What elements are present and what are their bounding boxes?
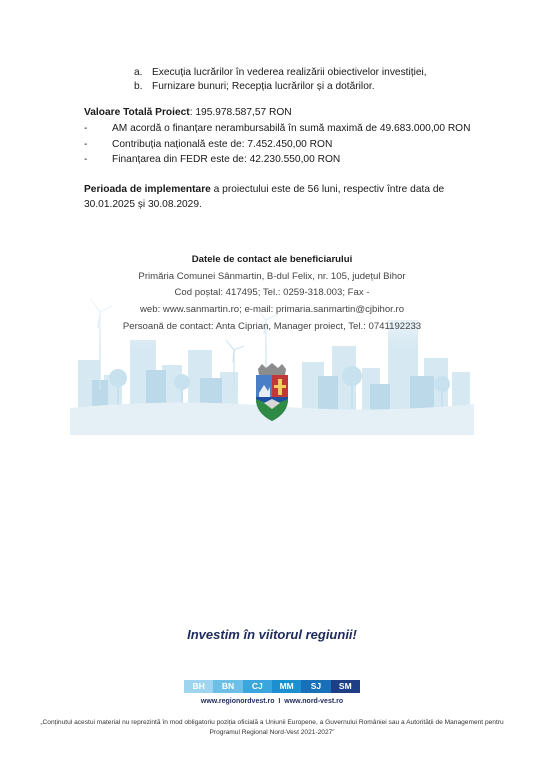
slogan: Investim în viitorul regiunii! <box>187 627 357 642</box>
contact-line: Cod poștal: 417495; Tel.: 0259-318.003; Fax - <box>174 287 370 299</box>
county-badge: CJ <box>243 680 272 693</box>
website-link-nord-vest[interactable]: www.nord-vest.ro <box>284 698 344 705</box>
sanmartin-coat-of-arms-icon <box>252 363 292 423</box>
website-link-regionordvest[interactable]: www.regionordvest.ro <box>200 698 275 705</box>
website-links <box>0 698 544 705</box>
contact-line: web: www.sanmartin.ro; e-mail: primaria.sanmartin@cjbihor.ro <box>139 304 405 316</box>
contact-title: Datele de contact ale beneficiarului <box>191 254 353 265</box>
total-value-amount: : 195.978.587,57 RON <box>189 107 292 118</box>
list-text: Finanțarea din FEDR este de: 42.230.550,00 RON <box>112 154 341 165</box>
county-badge: MM <box>272 680 301 693</box>
list-item <box>134 80 427 94</box>
link-separator: I <box>278 698 281 705</box>
contact-block <box>84 252 460 336</box>
list-text: AM acordă o finanțare nerambursabilă în sumă maximă de 49.683.000,00 RON <box>112 123 471 134</box>
contact-line: Primăria Comunei Sânmartin, B-dul Felix, nr. 105, județul Bihor <box>138 270 406 282</box>
total-value-label: Valoare Totală Proiect <box>84 107 190 118</box>
list-text: Contribuția națională este de: 7.452.450,00 RON <box>112 138 333 150</box>
period-text: a proiectului este de 56 luni, respectiv între data de 30.01.2025 și 30.08.2029. <box>84 184 445 210</box>
activity-list <box>134 66 427 94</box>
list-marker: - <box>84 138 88 150</box>
list-text: Execuția lucrărilor în vederea realizării obiectivelor investiției, <box>152 67 427 78</box>
list-marker: - <box>84 154 88 165</box>
list-item <box>134 66 427 80</box>
county-badge: SM <box>331 680 360 693</box>
list-text: Furnizare bunuri; Recepția lucrărilor și a dotărilor. <box>152 81 375 92</box>
implementation-period <box>84 183 464 212</box>
county-badge: BH <box>184 680 213 693</box>
list-marker: a. <box>134 67 143 78</box>
list-marker: b. <box>134 81 143 92</box>
list-marker: - <box>84 123 88 134</box>
county-badge: SJ <box>301 680 330 693</box>
county-bar <box>184 680 360 693</box>
county-badge: BN <box>213 680 242 693</box>
funding-list <box>84 121 470 168</box>
list-item <box>84 121 470 137</box>
list-item <box>84 137 470 153</box>
total-value <box>84 107 292 118</box>
period-label: Perioada de implementare <box>84 184 211 195</box>
list-item <box>84 152 470 168</box>
contact-line: Persoană de contact: Anta Ciprian, Manager proiect, Tel.: 0741192233 <box>122 320 422 332</box>
disclaimer: „Conținutul acestui material nu reprezintă în mod obligatoriu poziția oficială a Uniunii Europene, a Guvernului României sau a Autorității de Management pentru Programul Regional Nord-Vest 2021-2027” <box>40 719 504 736</box>
